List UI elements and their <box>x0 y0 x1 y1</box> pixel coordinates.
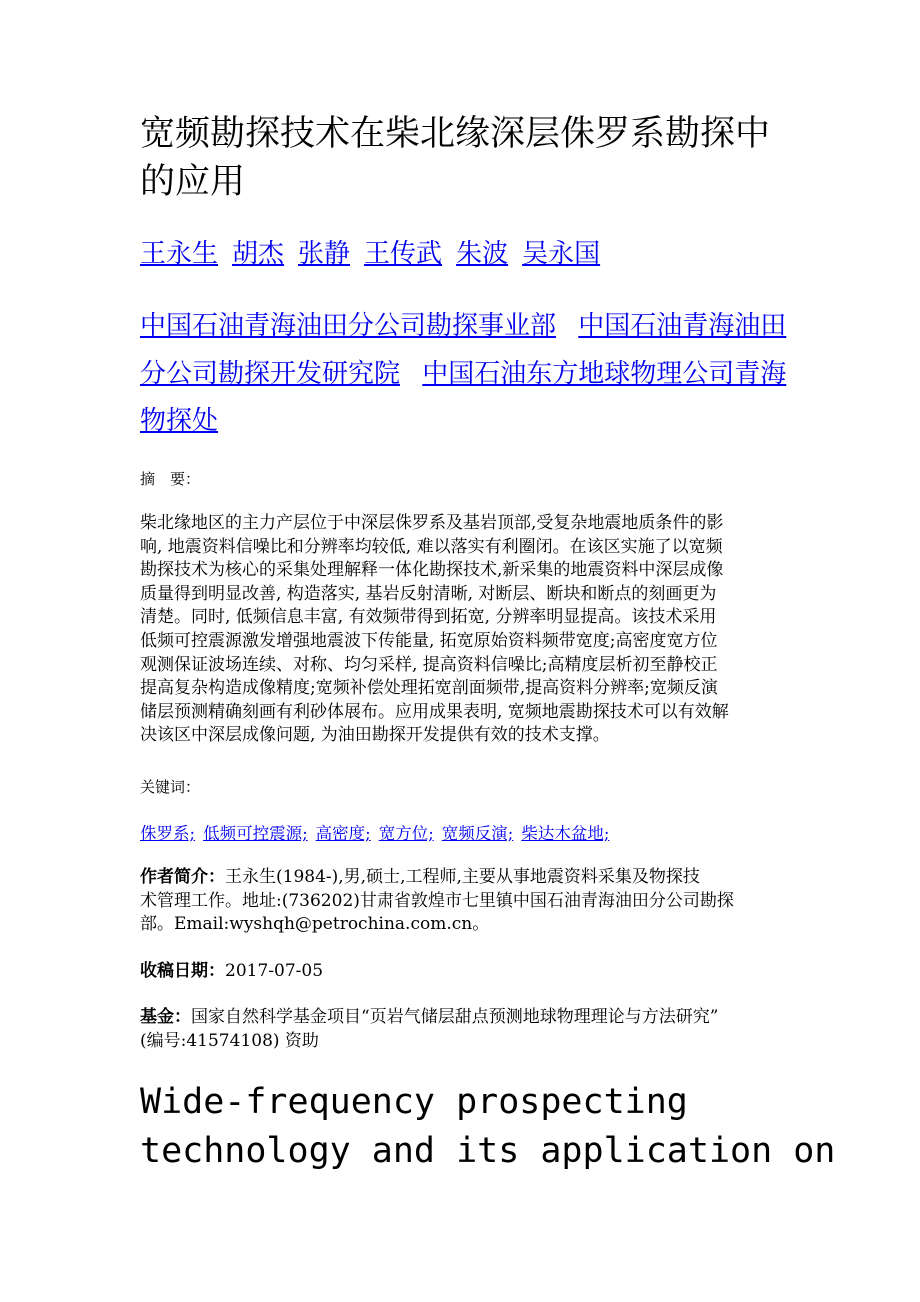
author-link[interactable]: 胡杰 <box>232 239 285 269</box>
author-link[interactable]: 吴永国 <box>522 239 601 269</box>
abstract-line: 决该区中深层成像问题, 为油田勘探开发提供有效的技术支撑。 <box>140 725 610 746</box>
keyword-link[interactable]: 高密度; <box>315 824 371 843</box>
author-intro-label: 作者简介： <box>140 867 225 887</box>
author-intro-line: 王永生(1984-),男,硕士,工程师,主要从事地震资料采集及物探技 <box>225 867 700 887</box>
author-intro-line: 术管理工作。地址:(736202)甘肃省敦煌市七里镇中国石油青海油田分公司勘探 <box>140 890 734 911</box>
abstract-label: 摘 要： <box>140 470 201 488</box>
keyword-link[interactable]: 低频可控震源; <box>203 824 308 843</box>
author-list <box>140 234 614 274</box>
received-value: 2017-07-05 <box>225 961 324 981</box>
abstract-line: 勘探技术为核心的采集处理解释一体化勘探技术,新采集的地震资料中深层成像 <box>140 560 724 581</box>
abstract-line: 提高复杂构造成像精度;宽频补偿处理拓宽剖面频带,提高资料分辨率;宽频反演 <box>140 678 718 699</box>
affiliation-list <box>140 303 790 446</box>
author-link[interactable]: 张静 <box>298 239 351 269</box>
affiliation-link[interactable]: 中国石油青海油田分公司勘探事业部 <box>140 311 557 341</box>
abstract-line: 低频可控震源激发增强地震波下传能量, 拓宽原始资料频带宽度;高密度宽方位 <box>140 630 718 651</box>
abstract-text <box>140 512 800 748</box>
fund-line: 国家自然科学基金项目“页岩气储层甜点预测地球物理理论与方法研究” <box>191 1007 719 1027</box>
affiliation-link[interactable]: 中国石油青海油田分公司勘探开发研究院 <box>140 311 787 389</box>
keyword-link[interactable]: 侏罗系; <box>140 824 196 843</box>
english-title-line: technology and its application on <box>140 1131 836 1171</box>
keyword-link[interactable]: 宽频反演; <box>441 824 514 843</box>
fund-line: (编号:41574108) 资助 <box>140 1030 319 1051</box>
abstract-line: 储层预测精确刻画有利砂体展布。应用成果表明, 宽频地震勘探技术可以有效解 <box>140 701 729 722</box>
author-intro <box>140 866 800 937</box>
author-link[interactable]: 王传武 <box>364 239 443 269</box>
abstract-line: 观测保证波场连续、对称、均匀采样, 提高资料信噪比;高精度层析初至静校正 <box>140 654 718 675</box>
english-title <box>140 1078 835 1176</box>
author-link[interactable]: 王永生 <box>140 239 219 269</box>
keyword-link[interactable]: 宽方位; <box>378 824 434 843</box>
keyword-link[interactable]: 柴达木盆地; <box>521 824 610 843</box>
abstract-line: 清楚。同时, 低频信息丰富, 有效频带得到拓宽, 分辨率明显提高。该技术采用 <box>140 607 717 628</box>
abstract-line: 质量得到明显改善, 构造落实, 基岩反射清晰, 对断层、断块和断点的刻画更为 <box>140 583 717 604</box>
fund-label: 基金： <box>140 1007 191 1027</box>
english-title-line: Wide-frequency prospecting <box>140 1082 688 1122</box>
keyword-list <box>140 820 617 844</box>
keywords-label: 关键词： <box>140 778 201 796</box>
page-title: 宽频勘探技术在柴北缘深层侏罗系勘探中的应用 <box>140 114 771 202</box>
author-intro-line: 部。Email:wyshqh@petrochina.com.cn。 <box>140 914 490 935</box>
abstract-line: 柴北缘地区的主力产层位于中深层侏罗系及基岩顶部,受复杂地震地质条件的影 <box>140 513 724 533</box>
author-link[interactable]: 朱波 <box>456 239 509 269</box>
affiliation-link[interactable]: 中国石油东方地球物理公司青海物探处 <box>140 358 787 436</box>
received-label: 收稿日期： <box>140 961 225 981</box>
received-date <box>140 960 800 984</box>
fund-info <box>140 1006 800 1053</box>
abstract-line: 响, 地震资料信噪比和分辨率均较低, 难以落实有利圈闭。在该区实施了以宽频 <box>140 536 723 557</box>
